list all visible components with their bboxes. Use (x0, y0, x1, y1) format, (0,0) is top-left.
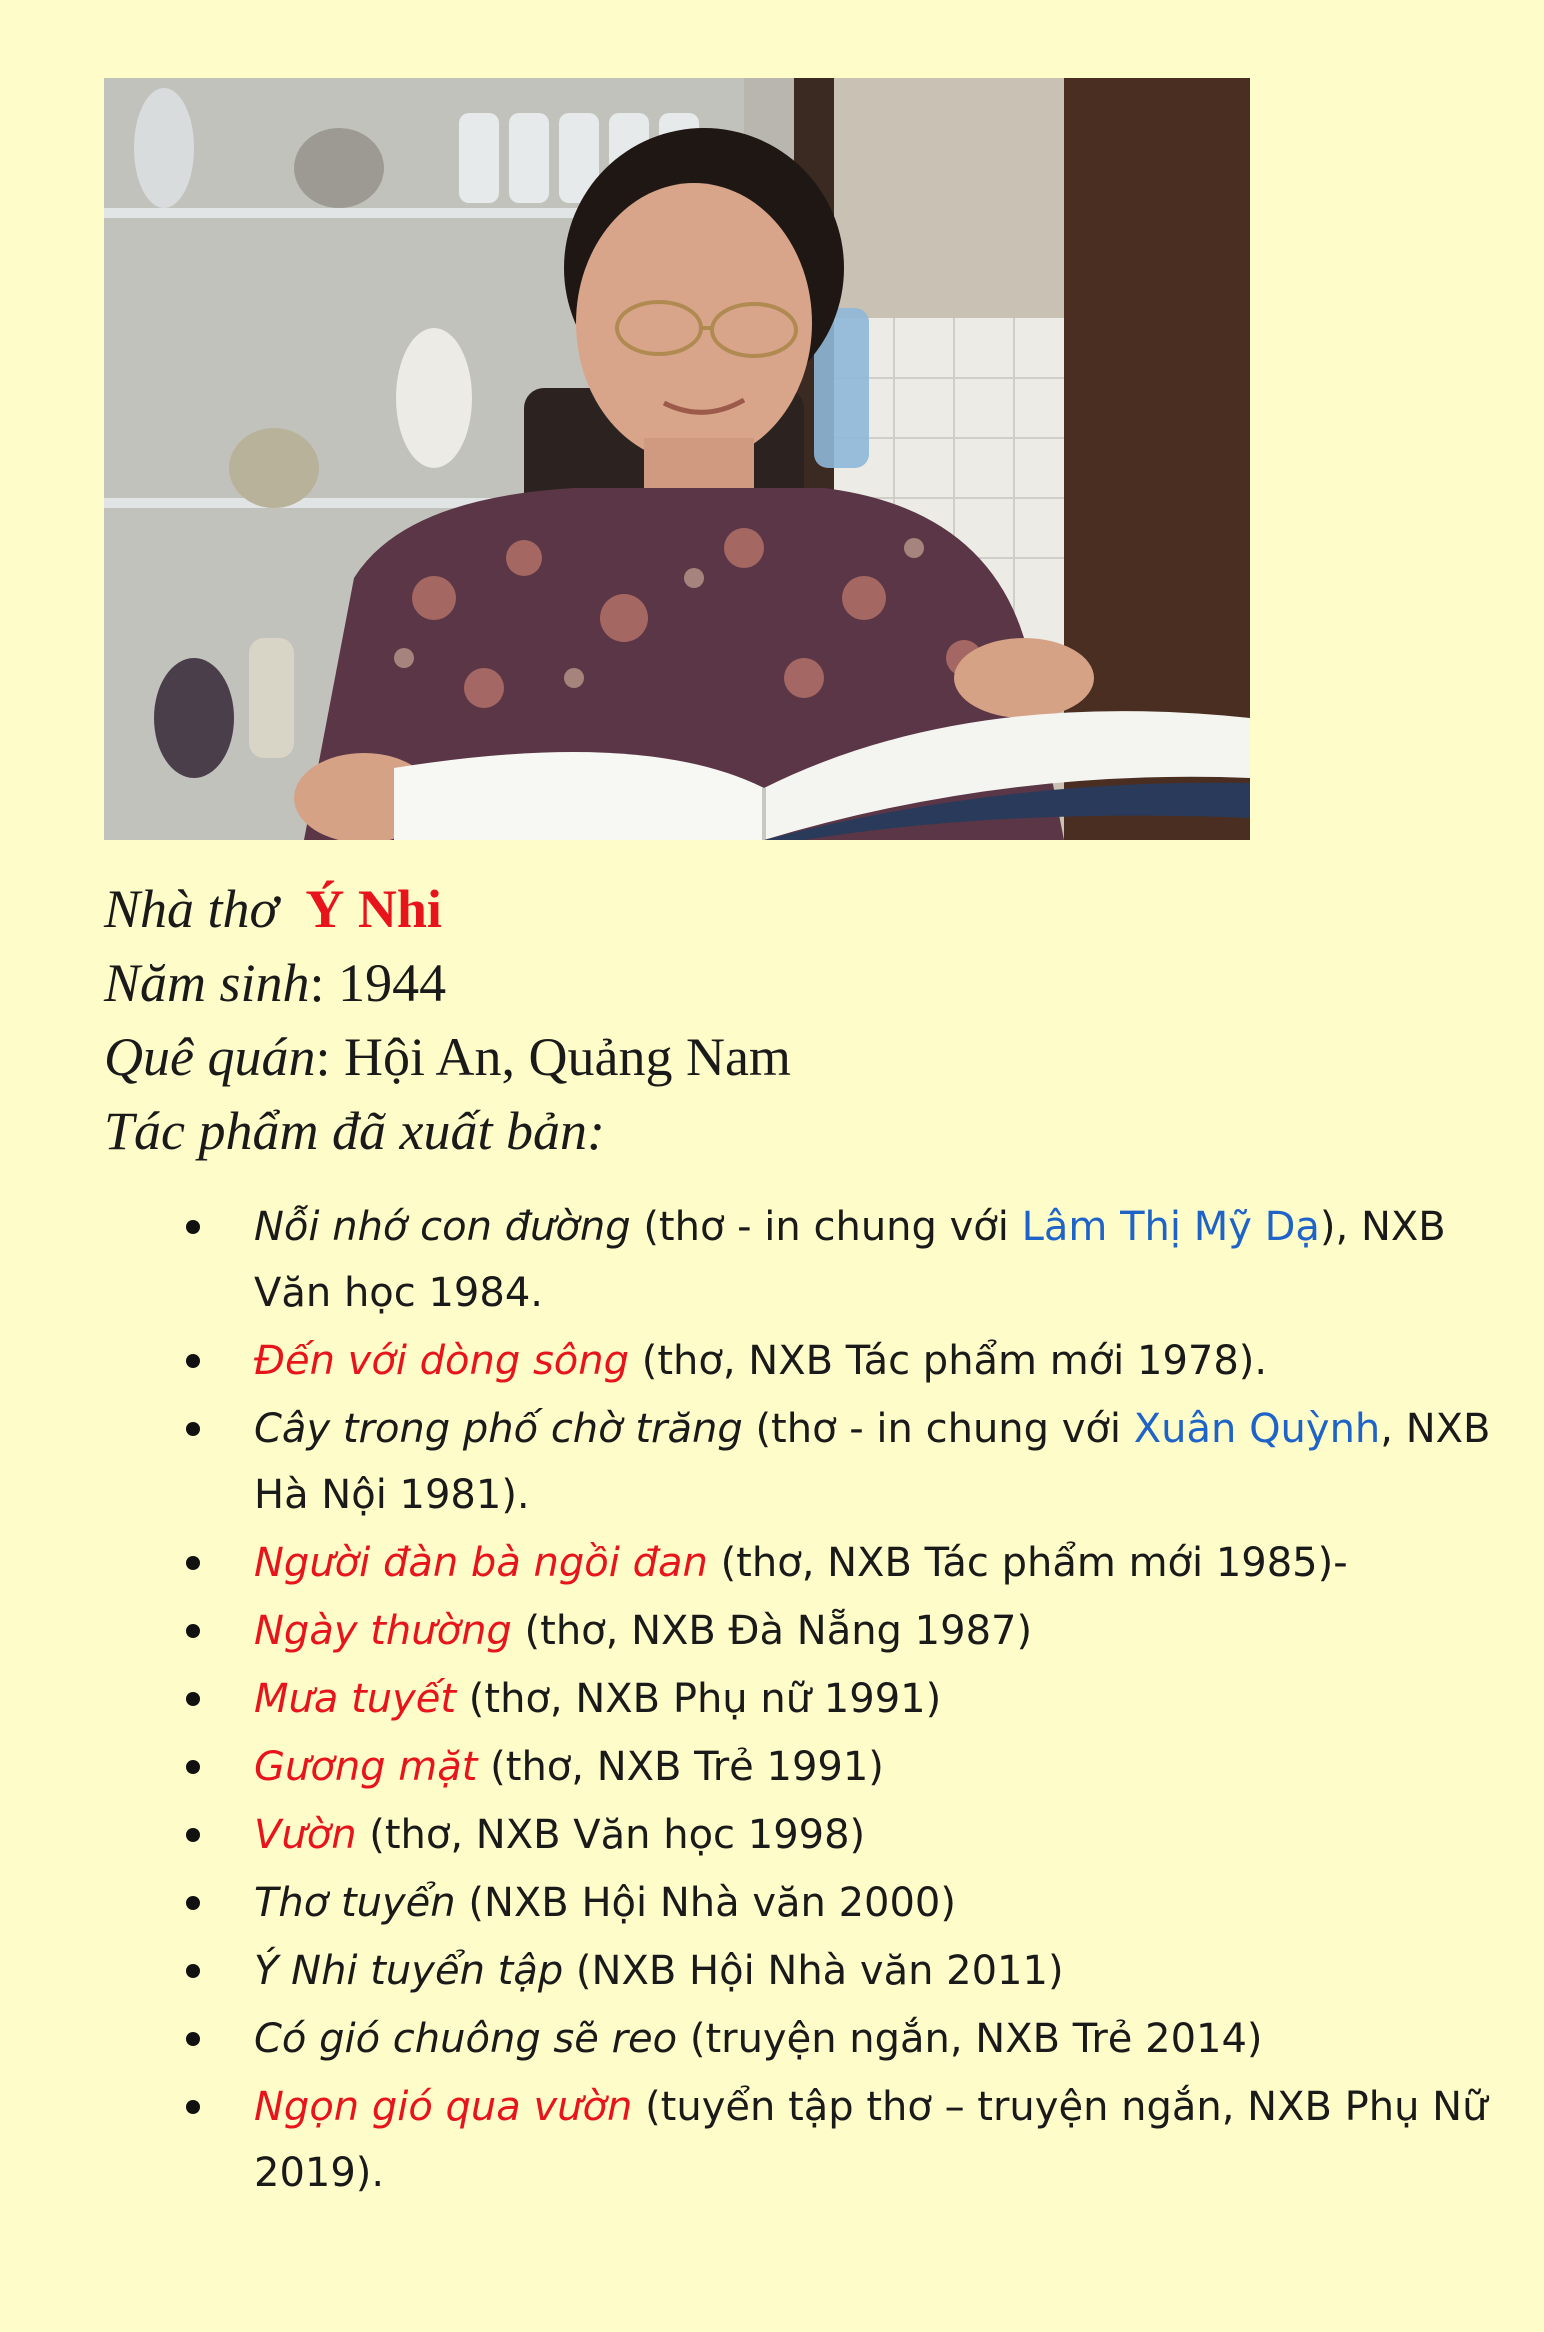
work-title: Đến với dòng sông (254, 1338, 630, 1384)
list-item (254, 1734, 1514, 1800)
work-title: Nỗi nhớ con đường (254, 1204, 631, 1250)
list-item (254, 1802, 1514, 1868)
list-item (254, 1530, 1514, 1596)
work-details: (tuyển tập thơ – truyện ngắn, NXB Phụ Nữ 2019). (254, 2084, 1488, 2196)
work-title: Có gió chuông sẽ reo (254, 2016, 678, 2062)
published-works-list (254, 1194, 1514, 2208)
list-item (254, 1666, 1514, 1732)
portrait-illustration (104, 78, 1250, 840)
work-details: (thơ - in chung với (630, 1204, 1022, 1250)
hometown-line: Quê quán: Hội An, Quảng Nam (104, 1027, 791, 1087)
work-details: (thơ, NXB Trẻ 1991) (477, 1744, 884, 1790)
birth-year: 1944 (338, 953, 447, 1013)
list-item (254, 1938, 1514, 2004)
works-heading (104, 1094, 1484, 1168)
work-details: (truyện ngắn, NXB Trẻ 2014) (677, 2016, 1263, 2062)
work-details: (thơ - in chung với (742, 1406, 1134, 1452)
list-item (254, 1870, 1514, 1936)
list-item (254, 2006, 1514, 2072)
work-title: Ngọn gió qua vườn (254, 2084, 633, 2130)
birth-label: Năm sinh (104, 953, 310, 1013)
coauthor-link[interactable]: Lâm Thị Mỹ Dạ (1021, 1204, 1320, 1250)
work-details: (thơ, NXB Tác phẩm mới 1978). (629, 1338, 1268, 1384)
work-title: Thơ tuyển (254, 1880, 456, 1926)
birth-line: Năm sinh: 1944 (104, 953, 447, 1013)
author-info (104, 872, 1484, 1168)
list-item (254, 1396, 1514, 1528)
work-title: Ý Nhi tuyển tập (254, 1948, 564, 1994)
work-details: (thơ, NXB Đà Nẵng 1987) (511, 1608, 1033, 1654)
work-title: Vườn (254, 1812, 357, 1858)
hometown-label: Quê quán (104, 1027, 316, 1087)
author-name: Ý Nhi (305, 879, 442, 939)
list-item (254, 1598, 1514, 1664)
work-details: (thơ, NXB Phụ nữ 1991) (456, 1676, 942, 1722)
work-details-end: , NXB Hà Nội 1981). (254, 1406, 1491, 1518)
author-name-line (104, 872, 1484, 946)
hometown-value: Hội An, Quảng Nam (343, 1027, 791, 1087)
work-details: (NXB Hội Nhà văn 2000) (455, 1880, 956, 1926)
works-label: Tác phẩm đã xuất bản: (104, 1101, 605, 1161)
work-title: Người đàn bà ngồi đan (254, 1540, 708, 1586)
portrait-photo (104, 78, 1250, 840)
work-title: Mưa tuyết (254, 1676, 457, 1722)
work-title: Ngày thường (254, 1608, 512, 1654)
coauthor-link[interactable]: Xuân Quỳnh (1133, 1406, 1381, 1452)
work-title: Cây trong phố chờ trăng (254, 1406, 743, 1452)
work-details: (thơ, NXB Văn học 1998) (356, 1812, 866, 1858)
list-item (254, 1194, 1514, 1326)
work-details: (thơ, NXB Tác phẩm mới 1985)- (707, 1540, 1348, 1586)
work-details-end: ), NXB Văn học 1984. (254, 1204, 1446, 1316)
work-details: (NXB Hội Nhà văn 2011) (563, 1948, 1064, 1994)
list-item (254, 1328, 1514, 1394)
work-title: Gương mặt (254, 1744, 478, 1790)
role-label: Nhà thơ (104, 879, 279, 939)
list-item (254, 2074, 1514, 2206)
